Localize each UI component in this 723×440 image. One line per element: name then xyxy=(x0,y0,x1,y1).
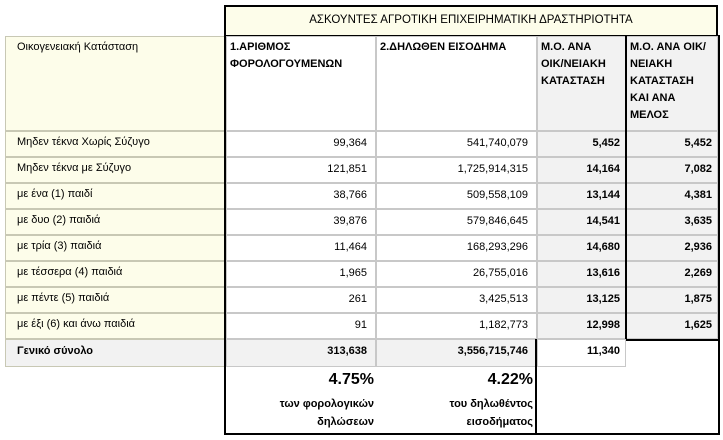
row-label[interactable]: με έξι (6) και άνω παιδιά xyxy=(5,313,226,339)
cell-avg-member[interactable]: 7,082 xyxy=(626,157,718,183)
cell-avg-household[interactable]: 5,452 xyxy=(537,131,626,157)
header-avg-member[interactable] xyxy=(626,36,718,131)
row-label[interactable]: με ένα (1) παιδί xyxy=(5,183,226,209)
row-label[interactable]: με δυο (2) παιδιά xyxy=(5,209,226,235)
header-income[interactable] xyxy=(376,36,537,131)
cell-avg-member[interactable]: 4,381 xyxy=(626,183,718,209)
cell-avg-member[interactable]: 2,269 xyxy=(626,261,718,287)
cell-income[interactable]: 26,755,016 xyxy=(376,261,537,287)
cell-avg-member[interactable]: 1,875 xyxy=(626,287,718,313)
cell-income[interactable]: 579,846,645 xyxy=(376,209,537,235)
cell-taxpayers[interactable]: 91 xyxy=(226,313,376,339)
total-taxpayers[interactable]: 313,638 xyxy=(226,339,376,367)
cell-taxpayers[interactable]: 99,364 xyxy=(226,131,376,157)
avg-member-total-line xyxy=(626,339,720,341)
header-taxpayers[interactable] xyxy=(226,36,376,131)
cell-avg-household[interactable]: 13,125 xyxy=(537,287,626,313)
total-avg-household[interactable]: 11,340 xyxy=(537,339,626,367)
cell-avg-household[interactable]: 13,144 xyxy=(537,183,626,209)
header-category[interactable] xyxy=(5,36,226,131)
row-label[interactable]: Μηδεν τέκνα με Σύζυγο xyxy=(5,157,226,183)
header-avg-member-text: Μ.Ο. ΑΝΑ ΟΙΚ/ΝΕΙΑΚΗ ΚΑΤΑΣΤΑΣΗ ΚΑΙ ΑΝΑ ΜΕΛΟΣ xyxy=(630,41,706,121)
header-avg-household[interactable] xyxy=(537,36,626,131)
cell-avg-household[interactable]: 14,680 xyxy=(537,235,626,261)
cell-avg-member[interactable]: 3,635 xyxy=(626,209,718,235)
header-income-text: 2.ΔΗΛΩΘΕΝ ΕΙΣΟΔΗΜΑ xyxy=(380,41,507,53)
taxpayers-share-pct: 4.75% xyxy=(328,371,374,388)
cell-income[interactable]: 168,293,296 xyxy=(376,235,537,261)
section-title-text: ΑΣΚΟΥΝΤΕΣ ΑΓΡΟΤΙΚΗ ΕΠΙΧΕΙΡΗΜΑΤΙΚΗ ΔΡΑΣΤΗΡΙΟΤΗΤΑ xyxy=(309,14,633,26)
cell-avg-household[interactable]: 14,541 xyxy=(537,209,626,235)
income-share-pct: 4.22% xyxy=(487,371,533,388)
cell-avg-household[interactable]: 12,998 xyxy=(537,313,626,339)
cell-taxpayers[interactable]: 11,464 xyxy=(226,235,376,261)
cell-income[interactable]: 1,182,773 xyxy=(376,313,537,339)
cell-taxpayers[interactable]: 39,876 xyxy=(226,209,376,235)
row-label[interactable]: Μηδεν τέκνα Χωρίς Σύζυγο xyxy=(5,131,226,157)
row-label[interactable]: με τέσσερα (4) παιδιά xyxy=(5,261,226,287)
row-label[interactable]: με πέντε (5) παιδιά xyxy=(5,287,226,313)
cell-avg-household[interactable]: 13,616 xyxy=(537,261,626,287)
cell-taxpayers[interactable]: 121,851 xyxy=(226,157,376,183)
cell-income[interactable]: 509,558,109 xyxy=(376,183,537,209)
cell-avg-member[interactable]: 1,625 xyxy=(626,313,718,339)
cell-avg-household[interactable]: 14,164 xyxy=(537,157,626,183)
cell-taxpayers[interactable]: 261 xyxy=(226,287,376,313)
cell-taxpayers[interactable]: 1,965 xyxy=(226,261,376,287)
header-category-text: Οικογενειακή Κατάσταση xyxy=(17,41,139,53)
total-label[interactable]: Γενικό σύνολο xyxy=(5,339,226,367)
income-share-label: του δηλωθέντος εισοδήματος xyxy=(449,398,533,428)
row-label[interactable]: με τρία (3) παιδιά xyxy=(5,235,226,261)
cell-income[interactable]: 1,725,914,315 xyxy=(376,157,537,183)
cell-income[interactable]: 541,740,079 xyxy=(376,131,537,157)
cell-taxpayers[interactable]: 38,766 xyxy=(226,183,376,209)
cell-avg-member[interactable]: 2,936 xyxy=(626,235,718,261)
cell-income[interactable]: 3,425,513 xyxy=(376,287,537,313)
header-taxpayers-text: 1.ΑΡΙΘΜΟΣ ΦΟΡΟΛΟΓΟΥΜΕΝΩΝ xyxy=(230,41,343,70)
taxpayers-share-label: των φορολογικών δηλώσεων xyxy=(279,398,374,428)
section-title xyxy=(224,5,718,36)
cell-avg-member[interactable]: 5,452 xyxy=(626,131,718,157)
total-income[interactable]: 3,556,715,746 xyxy=(376,339,537,367)
header-avg-household-text: Μ.Ο. ΑΝΑ ΟΙΚ/ΝΕΙΑΚΗ ΚΑΤΑΣΤΑΣΗ xyxy=(541,41,606,87)
